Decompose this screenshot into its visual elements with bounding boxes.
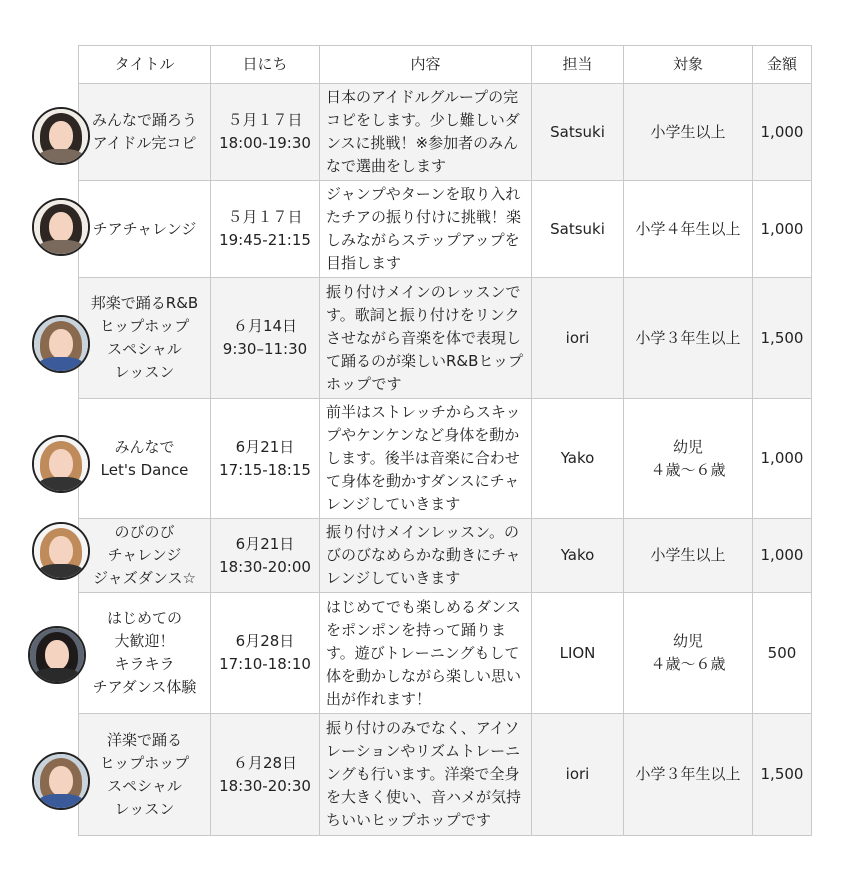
lesson-target: 小学３年生以上	[624, 278, 753, 399]
lesson-date: 6月21日 17:15-18:15	[211, 399, 320, 519]
lesson-price: 1,000	[753, 519, 812, 593]
lesson-date: ５月１７日 18:00-19:30	[211, 84, 320, 181]
lesson-instructor: Satsuki	[532, 181, 624, 278]
satsuki-avatar	[32, 107, 90, 165]
lesson-content: 前半はストレッチからスキップやケンケンなど身体を動かします。後半は音楽に合わせて身体を動かすダンスにチャレンジしていきます	[320, 399, 532, 519]
lesson-date: 6月21日 18:30-20:00	[211, 519, 320, 593]
lesson-date: 6月28日 17:10-18:10	[211, 593, 320, 714]
lesson-content: はじめてでも楽しめるダンスをポンポンを持って踊ります。遊びトレーニングもして体を動かしながら楽しい思い出が作れます！	[320, 593, 532, 714]
lesson-instructor: Satsuki	[532, 84, 624, 181]
lesson-schedule-table	[78, 45, 812, 836]
lesson-title: チアチャレンジ	[79, 181, 211, 278]
header-title: タイトル	[79, 46, 211, 84]
iori-avatar	[32, 315, 90, 373]
lesson-instructor: Yako	[532, 519, 624, 593]
table-header-row	[79, 46, 812, 84]
table-row	[79, 399, 812, 519]
table-row	[79, 714, 812, 836]
lesson-date: ６月14日 9:30–11:30	[211, 278, 320, 399]
lesson-target: 小学生以上	[624, 84, 753, 181]
yako-avatar	[32, 522, 90, 580]
lesson-price: 1,000	[753, 181, 812, 278]
lesson-title: はじめての 大歓迎！ キラキラ チアダンス体験	[79, 593, 211, 714]
table-row	[79, 519, 812, 593]
lesson-price: 1,500	[753, 278, 812, 399]
lesson-target: 幼児 ４歳〜６歳	[624, 593, 753, 714]
table-row	[79, 181, 812, 278]
lesson-instructor: LION	[532, 593, 624, 714]
lesson-target: 幼児 ４歳〜６歳	[624, 399, 753, 519]
table-row	[79, 278, 812, 399]
lesson-content: 振り付けのみでなく、アイソレーションやリズムトレーニングも行います。洋楽で全身を大きく使い、音ハメが気持ちいいヒップホップです	[320, 714, 532, 836]
lesson-title: 邦楽で踊るR&B ヒップホップ スペシャル レッスン	[79, 278, 211, 399]
table-row	[79, 84, 812, 181]
satsuki-avatar	[32, 198, 90, 256]
iori-avatar	[32, 752, 90, 810]
lesson-title: みんなで Let's Dance	[79, 399, 211, 519]
lesson-content: ジャンプやターンを取り入れたチアの振り付けに挑戦！楽しみながらステップアップを目指します	[320, 181, 532, 278]
header-content: 内容	[320, 46, 532, 84]
lesson-date: ６月28日 18:30-20:30	[211, 714, 320, 836]
lesson-instructor: iori	[532, 714, 624, 836]
lion-avatar	[28, 626, 86, 684]
lesson-target: 小学４年生以上	[624, 181, 753, 278]
lesson-price: 1,000	[753, 84, 812, 181]
lesson-target: 小学生以上	[624, 519, 753, 593]
yako-avatar	[32, 435, 90, 493]
lesson-content: 振り付けメインのレッスンです。歌詞と振り付けをリンクさせながら音楽を体で表現して踊るのが楽しいR&Bヒップホップです	[320, 278, 532, 399]
header-price: 金額	[753, 46, 812, 84]
lesson-content: 振り付けメインレッスン。のびのびなめらかな動きにチャレンジしていきます	[320, 519, 532, 593]
lesson-price: 500	[753, 593, 812, 714]
header-instructor: 担当	[532, 46, 624, 84]
lesson-title: のびのび チャレンジ ジャズダンス☆	[79, 519, 211, 593]
lesson-price: 1,500	[753, 714, 812, 836]
lesson-title: みんなで踊ろう アイドル完コピ	[79, 84, 211, 181]
lesson-instructor: Yako	[532, 399, 624, 519]
header-date: 日にち	[211, 46, 320, 84]
lesson-target: 小学３年生以上	[624, 714, 753, 836]
lesson-content: 日本のアイドルグループの完コピをします。少し難しいダンスに挑戦！※参加者のみんなで選曲をします	[320, 84, 532, 181]
lesson-instructor: iori	[532, 278, 624, 399]
lesson-title: 洋楽で踊る ヒップホップ スペシャル レッスン	[79, 714, 211, 836]
lesson-price: 1,000	[753, 399, 812, 519]
table-row	[79, 593, 812, 714]
lesson-date: ５月１７日 19:45-21:15	[211, 181, 320, 278]
header-target: 対象	[624, 46, 753, 84]
